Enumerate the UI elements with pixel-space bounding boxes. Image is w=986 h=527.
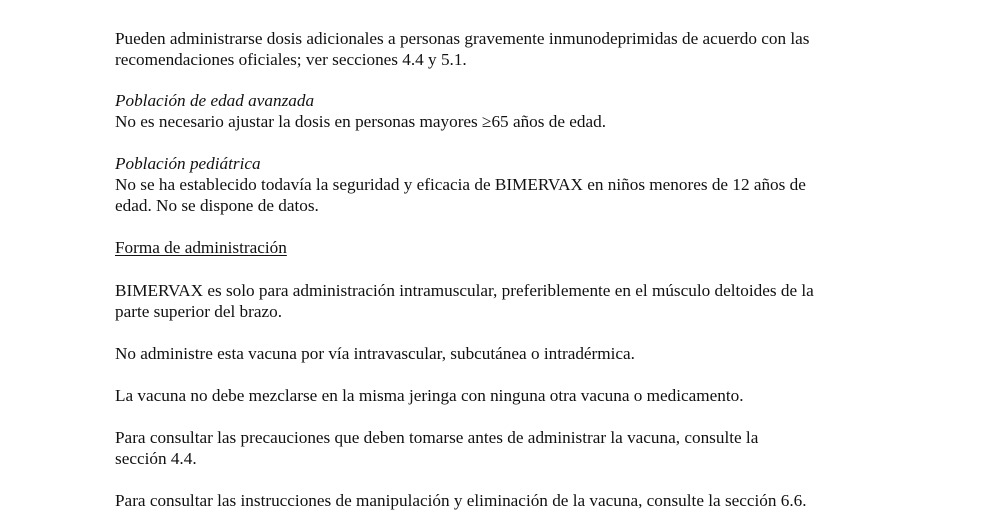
text-line: No se ha establecido todavía la seguridad y eficacia de BIMERVAX en niños menores de 12 años de <box>115 175 806 194</box>
text-line: sección 4.4. <box>115 449 197 468</box>
paragraph-precautions <box>115 427 875 469</box>
text-line: parte superior del brazo. <box>115 302 283 321</box>
heading-elderly <box>115 90 875 111</box>
text-line: edad. No se dispone de datos. <box>115 196 319 215</box>
paragraph-handling <box>115 490 875 511</box>
heading-text: Población pediátrica <box>115 154 261 173</box>
heading-pediatric <box>115 153 875 174</box>
heading-administration <box>115 237 875 258</box>
text-line: Para consultar las precauciones que deben tomarse antes de administrar la vacuna, consulte la <box>115 428 759 447</box>
paragraph-no-mixing <box>115 385 875 406</box>
heading-text: Forma de administración <box>115 238 287 257</box>
text-line: No es necesario ajustar la dosis en personas mayores ≥65 años de edad. <box>115 112 607 131</box>
text-line: Para consultar las instrucciones de manipulación y eliminación de la vacuna, consulte la sección 6.6. <box>115 491 807 510</box>
paragraph-routes-warning <box>115 343 875 364</box>
text-line: recomendaciones oficiales; ver secciones 4.4 y 5.1. <box>115 50 467 69</box>
paragraph-elderly <box>115 111 875 132</box>
text-line: BIMERVAX es solo para administración intramuscular, preferiblemente en el músculo deltoides de la <box>115 281 814 300</box>
paragraph-additional-doses <box>115 28 875 70</box>
text-line: No administre esta vacuna por vía intravascular, subcutánea o intradérmica. <box>115 344 635 363</box>
text-line: Pueden administrarse dosis adicionales a personas gravemente inmunodeprimidas de acuerdo con las <box>115 29 810 48</box>
paragraph-pediatric <box>115 174 875 216</box>
heading-text: Población de edad avanzada <box>115 91 315 110</box>
paragraph-intramuscular <box>115 280 875 322</box>
text-line: La vacuna no debe mezclarse en la misma jeringa con ninguna otra vacuna o medicamento. <box>115 386 744 405</box>
